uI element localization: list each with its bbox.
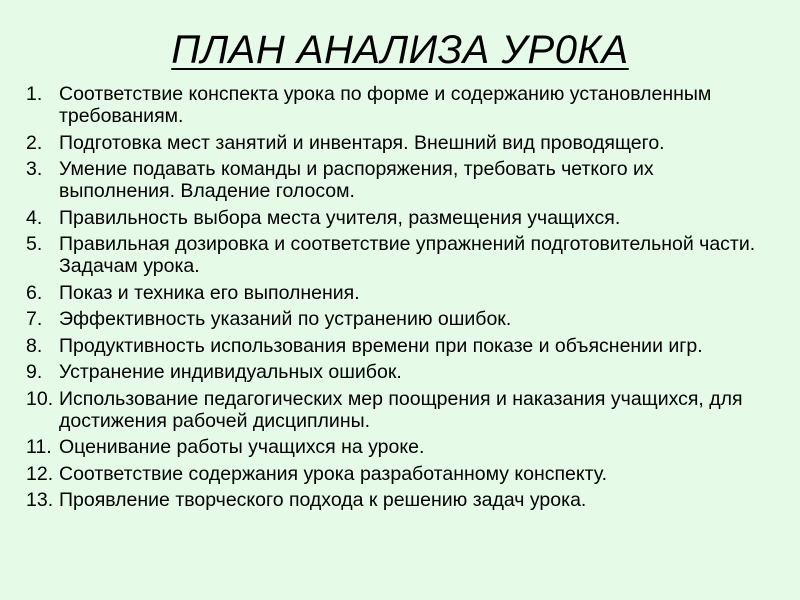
list-item-text: Правильность выбора места учителя, размещения учащихся.	[59, 206, 621, 229]
list-item-number: 5.	[26, 233, 43, 255]
list-item-number: 9.	[26, 361, 43, 383]
list-item-text: Правильная дозировка и соответствие упражнений подготовительной части. Задачам урока.	[59, 233, 756, 277]
list-item	[26, 132, 766, 154]
list-item-text: Устранение индивидуальных ошибок.	[59, 361, 402, 383]
list-item-number: 1.	[26, 83, 43, 105]
list-item	[26, 463, 766, 485]
list-item-number: 11.	[26, 436, 52, 458]
list-item-number: 3.	[26, 158, 43, 180]
list-item-text: Соответствие конспекта урока по форме и содержанию установленным требованиям.	[59, 83, 712, 127]
list-item-text: Соответствие содержания урока разработанному конспекту.	[59, 462, 607, 485]
list-item-text: Проявление творческого подхода к решению задач урока.	[59, 489, 587, 511]
list-item-text: Умение подавать команды и распоряжения, требовать четкого их выполнения. Владение голосом.	[59, 158, 654, 202]
list-item	[26, 388, 766, 432]
list-item-text: Показ и техника его выполнения.	[59, 281, 360, 304]
page-title: ПЛАН АНАЛИЗА УР0КА	[171, 28, 629, 72]
list-item	[26, 158, 766, 202]
list-item-number: 13.	[26, 489, 54, 511]
list-item	[26, 436, 766, 458]
list-item-text: Продуктивность использования времени при показе и объяснении игр.	[59, 334, 703, 357]
list-item-number: 4.	[26, 206, 43, 229]
list-item-number: 10.	[26, 387, 54, 410]
list-item-text: Использование педагогических мер поощрения и наказания учащихся, для достижения рабочей дисциплины.	[59, 387, 743, 432]
analysis-plan-list	[26, 83, 766, 516]
list-item	[26, 207, 766, 229]
list-item	[26, 335, 766, 357]
list-item-number: 12.	[26, 462, 54, 485]
list-item-number: 8.	[26, 334, 43, 357]
list-item	[26, 83, 766, 127]
list-item	[26, 282, 766, 304]
list-item-text: Подготовка мест занятий и инвентаря. Внешний вид проводящего.	[59, 131, 665, 154]
list-item-number: 7.	[26, 308, 43, 330]
list-item-text: Эффективность указаний по устранению ошибок.	[59, 308, 512, 330]
list-item	[26, 489, 766, 511]
list-item-number: 6.	[26, 281, 43, 304]
list-item	[26, 308, 766, 330]
list-item	[26, 233, 766, 277]
list-item	[26, 361, 766, 383]
list-item-number: 2.	[26, 131, 43, 154]
list-item-text: Оценивание работы учащихся на уроке.	[59, 436, 425, 458]
